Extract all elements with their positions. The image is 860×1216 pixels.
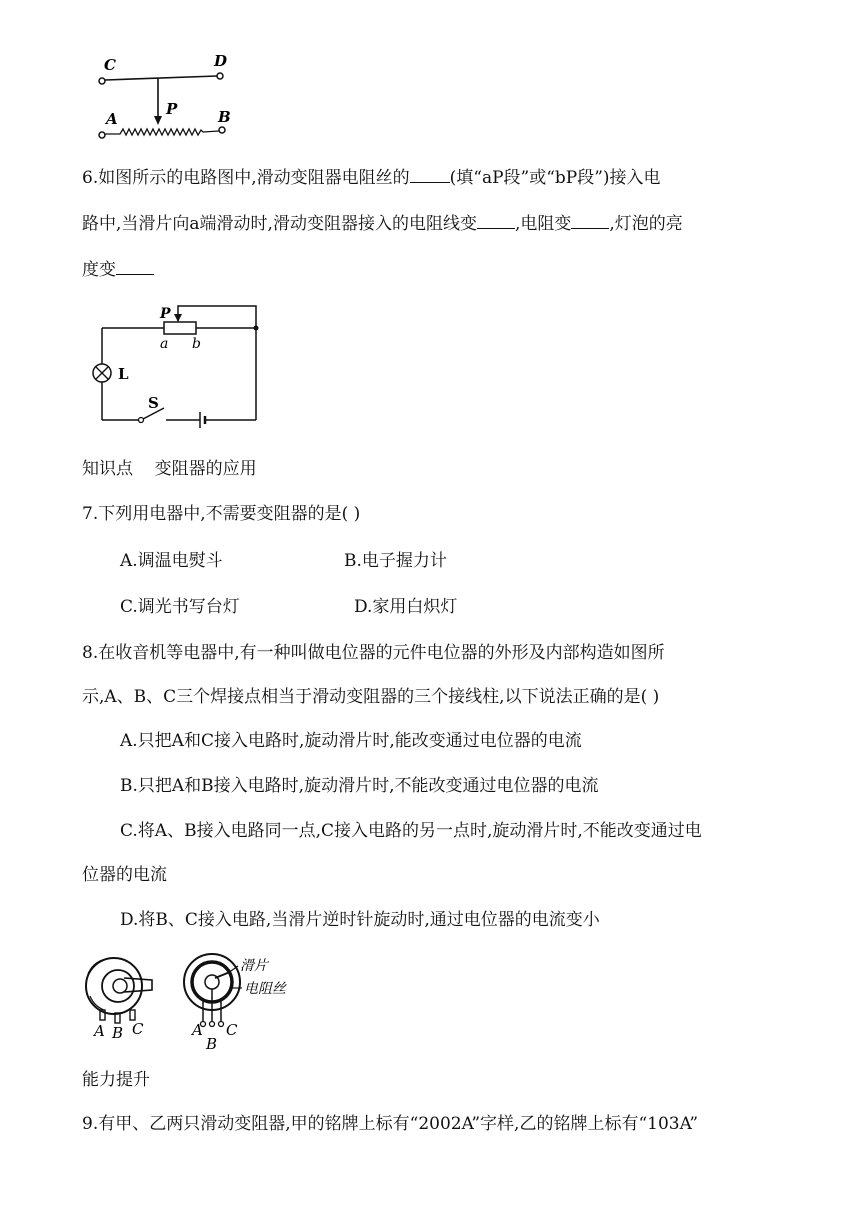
q6-blank-1[interactable] <box>410 166 450 183</box>
q7-option-b[interactable]: B.电子握力计 <box>344 551 447 571</box>
metal-rod <box>105 76 217 80</box>
q6-blank-2[interactable] <box>477 212 515 229</box>
label-b-interior: B <box>206 1035 218 1052</box>
q8-option-d[interactable]: D.将B、C接入电路,当滑片逆时针旋动时,通过电位器的电流变小 <box>120 910 600 930</box>
terminal-c <box>99 78 105 84</box>
label-p: P <box>160 306 171 322</box>
q7-option-d[interactable]: D.家用白炽灯 <box>354 597 458 617</box>
label-d: D <box>214 52 228 70</box>
potentiometer-exterior <box>86 958 152 1023</box>
slider-arrow <box>154 116 162 125</box>
q8-option-b[interactable]: B.只把A和B接入电路时,旋动滑片时,不能改变通过电位器的电流 <box>120 776 599 796</box>
label-c: C <box>104 56 116 74</box>
resistance-wire <box>105 129 219 135</box>
label-a: a <box>160 336 169 352</box>
terminal-b <box>219 127 225 133</box>
q8-stem-line-1: 8.在收音机等电器中,有一种叫做电位器的元件电位器的外形及内部构造如图所 <box>82 643 665 663</box>
label-resistance-wire: 电阻丝 <box>244 981 286 997</box>
label-p: P <box>166 100 178 118</box>
q7-stem: 7.下列用电器中,不需要变阻器的是( ) <box>82 504 361 524</box>
label-a: A <box>106 110 118 128</box>
q6-line-3: 度变 <box>82 258 154 281</box>
rheostat-terminal-figure <box>90 50 250 145</box>
q9-stem: 9.有甲、乙两只滑动变阻器,甲的铭牌上标有“2002A”字样,乙的铭牌上标有“103A” <box>82 1114 699 1134</box>
label-b: B <box>218 108 231 126</box>
q8-option-a[interactable]: A.只把A和C接入电路时,旋动滑片时,能改变通过电位器的电流 <box>120 731 582 751</box>
q6-blank-4[interactable] <box>116 258 154 275</box>
section-heading-ability: 能力提升 <box>82 1070 150 1090</box>
label-c-exterior: C <box>132 1020 144 1038</box>
section-heading-application: 知识点 变阻器的应用 <box>82 459 257 479</box>
label-s: S <box>148 394 159 412</box>
label-b: b <box>192 336 201 352</box>
terminal-d <box>217 73 223 79</box>
label-a-exterior: A <box>94 1022 105 1040</box>
q7-option-c[interactable]: C.调光书写台灯 <box>120 597 240 617</box>
slider-arrow <box>174 314 182 322</box>
label-b-exterior: B <box>112 1024 124 1042</box>
q8-option-c[interactable]: C.将A、B接入电路同一点,C接入电路的另一点时,旋动滑片时,不能改变通过电 <box>120 821 702 841</box>
circuit-diagram <box>88 298 268 428</box>
label-a-interior: A <box>192 1021 203 1039</box>
terminal-a <box>99 132 105 138</box>
q8-stem-line-2: 示,A、B、C三个焊接点相当于滑动变阻器的三个接线柱,以下说法正确的是( ) <box>82 687 660 707</box>
label-slider: 滑片 <box>240 958 268 974</box>
slider-wire <box>178 306 256 328</box>
q8-option-c-continued: 位器的电流 <box>82 865 167 885</box>
potentiometer-figure <box>82 952 362 1052</box>
switch-contact <box>139 418 144 423</box>
label-c-interior: C <box>226 1021 238 1039</box>
rheostat-resistor <box>164 322 196 334</box>
potentiometer-interior <box>184 954 242 1027</box>
q6-line-2: 路中,当滑片向a端滑动时,滑动变阻器接入的电阻线变 ,电阻变 ,灯泡的亮 <box>82 214 683 234</box>
q6-blank-3[interactable] <box>571 212 609 229</box>
label-l: L <box>118 365 129 383</box>
q7-option-a[interactable]: A.调温电熨斗 <box>120 551 223 571</box>
q6-line-1: 6.如图所示的电路图中,滑动变阻器电阻丝的 (填“aP段”或“bP段”)接入电 <box>82 168 661 188</box>
